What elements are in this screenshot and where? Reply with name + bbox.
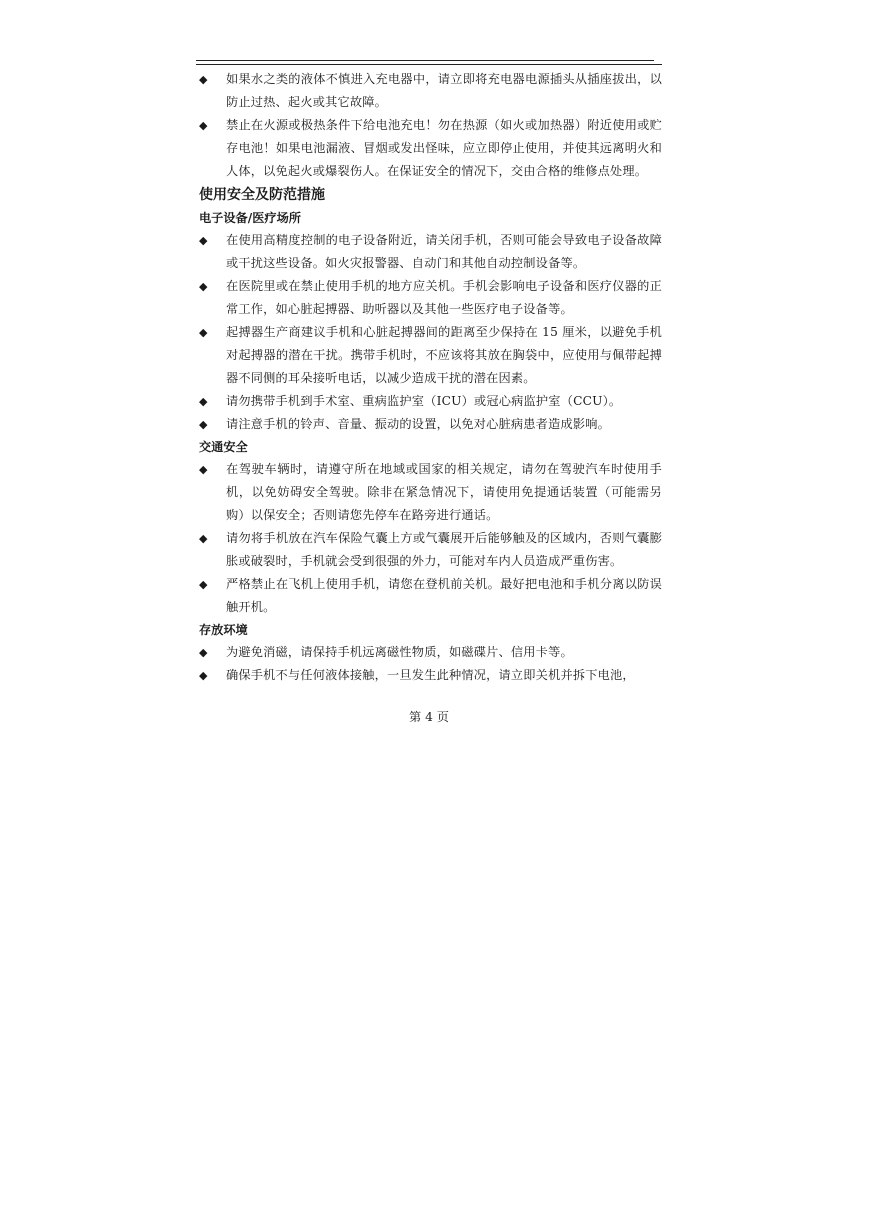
diamond-bullet-icon: ◆	[199, 532, 208, 545]
diamond-bullet-icon: ◆	[199, 73, 208, 86]
bullet-item	[196, 527, 662, 573]
diamond-bullet-icon: ◆	[199, 418, 208, 431]
bullet-text: 请勿携带手机到手术室、重病监护室（ICU）或冠心病监护室（CCU）。	[226, 394, 622, 408]
bullet-item	[196, 573, 662, 619]
bullet-text: 在驾驶车辆时，请遵守所在地域或国家的相关规定，请勿在驾驶汽车时使用手机，以免妨碍安全驾驶。除非在紧急情况下，请使用免提通话装置（可能需另购）以保安全；否则请您先停车在路旁进行通话。	[226, 462, 662, 522]
bullet-item	[196, 229, 662, 275]
section-title: 使用安全及防范措施	[199, 187, 325, 203]
bullet-item	[196, 413, 662, 436]
subsection-title-storage: 存放环境	[199, 623, 248, 637]
header-rule-thick	[196, 60, 654, 61]
bullet-text: 请勿将手机放在汽车保险气囊上方或气囊展开后能够触及的区域内，否则气囊膨胀或破裂时，手机就会受到很强的外力，可能对车内人员造成严重伤害。	[226, 531, 662, 568]
bullet-item	[196, 321, 662, 390]
bullet-text: 为避免消磁，请保持手机远离磁性物质，如磁碟片、信用卡等。	[226, 645, 573, 659]
bullet-item	[196, 641, 662, 664]
diamond-bullet-icon: ◆	[199, 326, 208, 339]
bullet-item	[196, 114, 662, 183]
diamond-bullet-icon: ◆	[199, 669, 208, 682]
diamond-bullet-icon: ◆	[199, 395, 208, 408]
diamond-bullet-icon: ◆	[199, 280, 208, 293]
header-rule-thin	[196, 64, 662, 65]
bullet-text: 确保手机不与任何液体接触，一旦发生此种情况，请立即关机并拆下电池，	[226, 668, 635, 682]
bullet-text: 起搏器生产商建议手机和心脏起搏器间的距离至少保持在 15 厘米，以避免手机对起搏器的潜在干扰。携带手机时，不应该将其放在胸袋中，应使用与佩带起搏器不同侧的耳朵接听电话，以减少造成干扰的潜在因素。	[226, 325, 662, 385]
diamond-bullet-icon: ◆	[199, 578, 208, 591]
diamond-bullet-icon: ◆	[199, 646, 208, 659]
bullet-text: 请注意手机的铃声、音量、振动的设置，以免对心脏病患者造成影响。	[226, 417, 611, 431]
bullet-item	[196, 390, 662, 413]
bullet-item	[196, 458, 662, 527]
bullet-item	[196, 275, 662, 321]
bullet-text: 严格禁止在飞机上使用手机，请您在登机前关机。最好把电池和手机分离以防误触开机。	[226, 577, 662, 614]
bullet-item	[196, 68, 662, 114]
bullet-text: 在使用高精度控制的电子设备附近，请关闭手机，否则可能会导致电子设备故障或干扰这些设备。如火灾报警器、自动门和其他自动控制设备等。	[226, 233, 662, 270]
diamond-bullet-icon: ◆	[199, 119, 208, 132]
page-number: 第 4 页	[409, 710, 449, 724]
subsection-title-medical: 电子设备/医疗场所	[199, 211, 301, 225]
bullet-item	[196, 664, 662, 687]
page-content	[196, 68, 662, 687]
diamond-bullet-icon: ◆	[199, 234, 208, 247]
subsection-title-traffic: 交通安全	[199, 440, 248, 454]
bullet-text: 禁止在火源或极热条件下给电池充电！勿在热源（如火或加热器）附近使用或贮存电池！如果电池漏液、冒烟或发出怪味，应立即停止使用，并使其远离明火和人体，以免起火或爆裂伤人。在保证安全的情况下，交由合格的维修点处理。	[226, 118, 662, 178]
diamond-bullet-icon: ◆	[199, 463, 208, 476]
bullet-text: 在医院里或在禁止使用手机的地方应关机。手机会影响电子设备和医疗仪器的正常工作，如心脏起搏器、助听器以及其他一些医疗电子设备等。	[226, 279, 662, 316]
bullet-text: 如果水之类的液体不慎进入充电器中，请立即将充电器电源插头从插座拔出，以防止过热、起火或其它故障。	[226, 72, 662, 109]
